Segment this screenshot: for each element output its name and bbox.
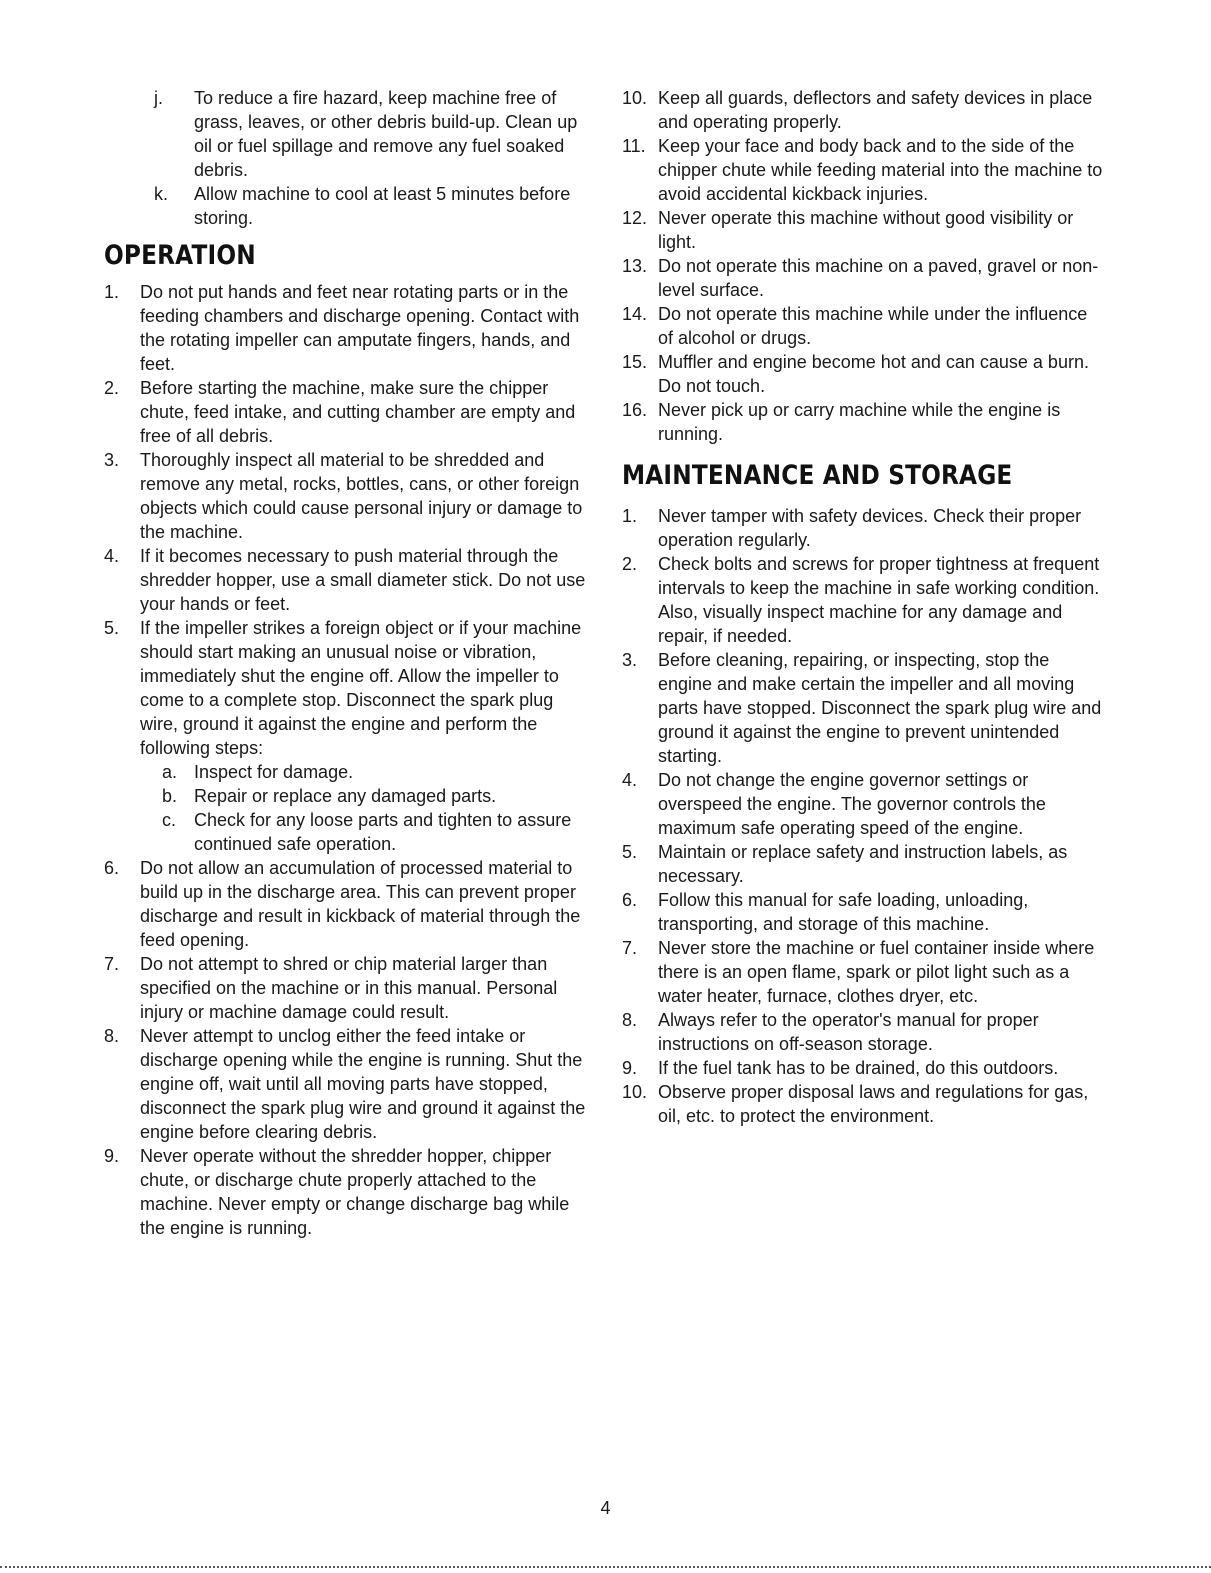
list-item-text: If the impeller strikes a foreign object or if your machine should start making an unusual noise or vibration, immediately shut the engine off. Allow the impeller to come to a complete stop. Disconnect the spark plug wire, ground it against the engine and perform the following steps: (140, 618, 582, 758)
list-marker: 13. (622, 256, 648, 276)
list-marker: 5. (622, 842, 638, 862)
sub-list-item-text: Inspect for damage. (194, 762, 354, 782)
list-item-text: Check bolts and screws for proper tightness at frequent intervals to keep the machine in safe working condition. Also, visually inspect machine for any damage and repair, if needed. (658, 554, 1100, 646)
list-marker: 4. (104, 546, 120, 566)
list-marker: 9. (622, 1058, 638, 1078)
list-item (622, 648, 1104, 768)
list-marker: 16. (622, 400, 648, 420)
list-item (622, 504, 1104, 552)
list-item-text: Keep your face and body back and to the side of the chipper chute while feeding material into the machine to avoid accidental kickback injuries. (658, 136, 1103, 204)
list-item (622, 134, 1104, 206)
list-item-text: Before cleaning, repairing, or inspecting, stop the engine and make certain the impeller and all moving parts have stopped. Disconnect the spark plug wire and ground it against the engine to prevent unintended starting. (658, 650, 1102, 766)
list-marker: j. (154, 88, 163, 108)
list-item (104, 616, 590, 856)
list-marker: 10. (622, 1082, 648, 1102)
list-marker: 3. (104, 450, 120, 470)
sub-list-item (158, 784, 590, 808)
list-item (104, 1144, 590, 1240)
list-item-text: If the fuel tank has to be drained, do this outdoors. (658, 1058, 1059, 1078)
list-item (104, 544, 590, 616)
operation-heading: OPERATION (104, 240, 256, 271)
list-item-text: Follow this manual for safe loading, unloading, transporting, and storage of this machine. (658, 890, 1029, 934)
list-item (622, 254, 1104, 302)
list-item-text: Never tamper with safety devices. Check their proper operation regularly. (658, 506, 1082, 550)
list-marker: 4. (622, 770, 638, 790)
list-marker: 7. (622, 938, 638, 958)
list-marker: 14. (622, 304, 648, 324)
list-marker: 3. (622, 650, 638, 670)
list-item (622, 86, 1104, 134)
list-item-text: Do not put hands and feet near rotating parts or in the feeding chambers and discharge opening. Contact with the rotating impeller can amputate fingers, hands, and feet. (140, 282, 580, 374)
list-marker: k. (154, 184, 169, 204)
maintenance-heading: MAINTENANCE AND STORAGE (622, 460, 1013, 491)
list-item (104, 182, 590, 230)
list-item-text: Observe proper disposal laws and regulations for gas, oil, etc. to protect the environment. (658, 1082, 1089, 1126)
list-item-text: Do not operate this machine on a paved, gravel or non-level surface. (658, 256, 1099, 300)
list-item (104, 1024, 590, 1144)
list-marker: 5. (104, 618, 120, 638)
list-item (622, 552, 1104, 648)
list-marker: 6. (104, 858, 120, 878)
sub-list-item (158, 808, 590, 856)
sub-list-marker: c. (162, 810, 177, 830)
list-item (104, 280, 590, 376)
list-item-text: Never operate without the shredder hopper, chipper chute, or discharge chute properly attached to the machine. Never empty or change discharge bag while the engine is running. (140, 1146, 570, 1238)
list-item (622, 888, 1104, 936)
list-marker: 1. (104, 282, 120, 302)
sub-list-item-text: Repair or replace any damaged parts. (194, 786, 497, 806)
list-item-text: Always refer to the operator's manual for proper instructions on off-season storage. (658, 1010, 1039, 1054)
list-item (104, 448, 590, 544)
list-item (622, 936, 1104, 1008)
list-marker: 2. (622, 554, 638, 574)
list-item-text: Allow machine to cool at least 5 minutes before storing. (194, 184, 571, 228)
list-item-text: Never store the machine or fuel container inside where there is an open flame, spark or pilot light such as a water heater, furnace, clothes dryer, etc. (658, 938, 1095, 1006)
list-item-text: Before starting the machine, make sure the chipper chute, feed intake, and cutting chamber are empty and free of all debris. (140, 378, 576, 446)
list-item (622, 350, 1104, 398)
list-item (104, 856, 590, 952)
right-column (622, 86, 1104, 1128)
list-item (622, 302, 1104, 350)
list-item-text: If it becomes necessary to push material through the shredder hopper, use a small diameter stick. Do not use your hands or feet. (140, 546, 586, 614)
list-marker: 8. (622, 1010, 638, 1030)
sub-list-item-text: Check for any loose parts and tighten to assure continued safe operation. (194, 810, 572, 854)
list-item-text: Do not change the engine governor settings or overspeed the engine. The governor controls the maximum safe operating speed of the engine. (658, 770, 1046, 838)
list-item-text: Never pick up or carry machine while the engine is running. (658, 400, 1061, 444)
list-item-text: Do not allow an accumulation of processed material to build up in the discharge area. This can prevent proper discharge and result in kickback of material through the feed opening. (140, 858, 581, 950)
list-marker: 2. (104, 378, 120, 398)
list-item-text: Muffler and engine become hot and can cause a burn. Do not touch. (658, 352, 1089, 396)
sub-list-marker: a. (162, 762, 178, 782)
list-item (622, 1008, 1104, 1056)
bottom-divider (0, 1566, 1211, 1568)
list-item (622, 840, 1104, 888)
list-item (622, 1056, 1104, 1080)
list-marker: 15. (622, 352, 648, 372)
list-marker: 11. (622, 136, 646, 156)
list-item-text: Maintain or replace safety and instruction labels, as necessary. (658, 842, 1068, 886)
list-item-text: Never attempt to unclog either the feed intake or discharge opening while the engine is running. Shut the engine off, wait until all moving parts have stopped, disconnect the spark plug wire and ground it against the engine before clearing debris. (140, 1026, 586, 1142)
list-item-text: Do not operate this machine while under the influence of alcohol or drugs. (658, 304, 1088, 348)
list-item (104, 86, 590, 182)
list-marker: 7. (104, 954, 120, 974)
list-item (104, 952, 590, 1024)
list-item (622, 206, 1104, 254)
list-item-text: Do not attempt to shred or chip material larger than specified on the machine or in this manual. Personal injury or machine damage could result. (140, 954, 558, 1022)
list-marker: 1. (622, 506, 638, 526)
list-item-text: To reduce a fire hazard, keep machine free of grass, leaves, or other debris build-up. Clean up oil or fuel spillage and remove any fuel soaked debris. (194, 88, 578, 180)
list-item (622, 768, 1104, 840)
list-item-text: Keep all guards, deflectors and safety devices in place and operating properly. (658, 88, 1093, 132)
list-marker: 12. (622, 208, 648, 228)
list-marker: 9. (104, 1146, 120, 1166)
list-item (622, 1080, 1104, 1128)
list-item-text: Never operate this machine without good visibility or light. (658, 208, 1074, 252)
left-column (104, 86, 590, 1240)
sub-list-item (158, 760, 590, 784)
list-marker: 8. (104, 1026, 120, 1046)
list-item-text: Thoroughly inspect all material to be shredded and remove any metal, rocks, bottles, cans, or other foreign objects which could cause personal injury or damage to the machine. (140, 450, 583, 542)
sub-list-marker: b. (162, 786, 178, 806)
list-marker: 6. (622, 890, 638, 910)
page-number: 4 (600, 1498, 611, 1518)
list-item (622, 398, 1104, 446)
list-item (104, 376, 590, 448)
list-marker: 10. (622, 88, 648, 108)
